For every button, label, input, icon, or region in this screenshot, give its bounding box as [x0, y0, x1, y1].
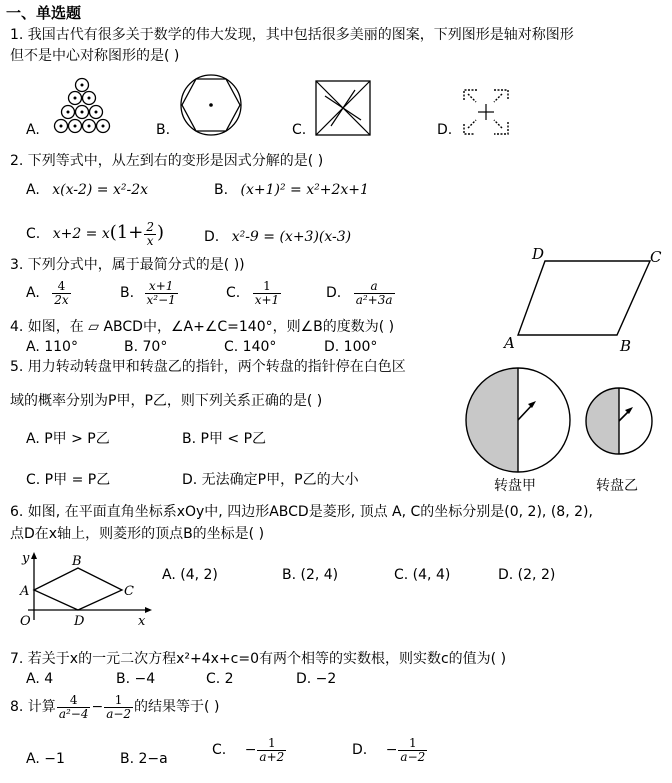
q5-option-a[interactable]: A. P甲 > P乙 — [26, 431, 110, 447]
q6-label-b: B — [72, 554, 82, 569]
q2-option-c[interactable] — [26, 221, 164, 247]
section-title: 一、单选题 — [6, 4, 82, 22]
q1-stem-line1: 1. 我国古代有很多关于数学的伟大发现，其中包括很多美丽的图案，下列图形是轴对称图形 — [10, 27, 574, 43]
q4-option-b[interactable]: B. 70° — [124, 339, 168, 355]
q2-option-d[interactable] — [204, 230, 351, 244]
q1-option-d-figure — [462, 88, 510, 136]
q2-option-c-label: C. — [26, 226, 41, 243]
q6-option-a[interactable]: A. (4, 2) — [162, 567, 218, 583]
q8-option-d-label: D. — [352, 742, 368, 759]
q8-fraction-1: $\frac{4}{\text{a²−4}}$ — [58, 693, 89, 721]
q5-option-c[interactable]: C. P甲 = P乙 — [26, 472, 111, 488]
q6-label-x: x — [138, 614, 146, 629]
q1-option-a-label[interactable]: A. — [26, 122, 40, 138]
q5-stem-line1: 5. 用力转动转盘甲和转盘乙的指针，两个转盘的指针停在白色区 — [10, 359, 406, 375]
q1-option-a-figure — [50, 72, 115, 138]
q7-option-c[interactable]: C. 2 — [206, 671, 234, 687]
q8-option-a[interactable]: A. −1 — [26, 751, 65, 767]
q5-option-d[interactable]: D. 无法确定P甲，P乙的大小 — [182, 472, 359, 488]
q5-option-b[interactable]: B. P甲 < P乙 — [182, 431, 267, 447]
q2-option-c-lhs: x+2 = x — [52, 226, 110, 243]
q5-spinners-figure — [464, 366, 670, 496]
q6-label-d: D — [74, 614, 85, 629]
q2-option-a-expr: x(x-2) = x²-2x — [52, 182, 149, 198]
q4-label-b: B — [620, 337, 632, 355]
q2-option-a[interactable] — [26, 183, 148, 197]
q1-option-c-figure — [315, 80, 371, 136]
q8-option-d[interactable] — [352, 737, 428, 763]
q2-option-d-label: D. — [204, 229, 220, 245]
q8-option-c-sign: − — [244, 742, 257, 759]
q2-option-b-expr: (x+1)² = x²+2x+1 — [240, 182, 369, 198]
q7-stem: 7. 若关于x的一元二次方程x²+4x+c=0有两个相等的实数根，则实数c的值为( ) — [10, 651, 507, 667]
q3-option-b-fraction: $\frac{x+1}{\text{x²−1}}$ — [146, 279, 176, 307]
q8-option-c-fraction: $\frac{1}{a+2}$ — [259, 736, 285, 764]
q4-label-a: A — [504, 334, 515, 352]
q1-option-d-label[interactable]: D. — [437, 122, 453, 138]
q6-rhombus-figure — [14, 550, 154, 630]
q6-label-c: C — [124, 584, 134, 599]
q6-option-b[interactable]: B. (2, 4) — [282, 567, 339, 583]
q1-option-b-label[interactable]: B. — [156, 122, 171, 138]
q3-option-a-fraction: $\frac{4}{2x}$ — [54, 279, 69, 307]
q2-option-d-expr: x²-9 = (x+3)(x-3) — [231, 229, 352, 245]
q3-option-c[interactable] — [226, 280, 282, 306]
q5-spinner-jia-label: 转盘甲 — [494, 478, 536, 494]
q6-label-o: O — [20, 614, 31, 629]
q8-fraction-2: $\frac{1}{a-2}$ — [106, 693, 132, 721]
q8-minus: − — [91, 699, 104, 716]
q3-option-a[interactable] — [26, 280, 72, 306]
q4-parallelogram-figure — [500, 245, 670, 357]
q6-stem-line1: 6. 如图, 在平面直角坐标系xOy中, 四边形ABCD是菱形, 顶点 A, C的坐标分别是(0, 2), (8, 2), — [10, 504, 593, 520]
q2-stem: 2. 下列等式中，从左到右的变形是因式分解的是( ) — [10, 153, 324, 169]
q1-option-c-label[interactable]: C. — [292, 122, 307, 138]
q4-option-c[interactable]: C. 140° — [224, 339, 277, 355]
q6-label-y: y — [22, 551, 30, 566]
q8-option-b[interactable]: B. 2−a — [120, 751, 168, 767]
q3-stem: 3. 下列分式中，属于最简分式的是( )) — [10, 257, 245, 273]
q4-option-a[interactable]: A. 110° — [26, 339, 78, 355]
q2-option-a-label: A. — [26, 182, 40, 198]
q6-option-c[interactable]: C. (4, 4) — [394, 567, 451, 583]
q3-option-c-fraction: $\frac{1}{x+1}$ — [254, 279, 280, 307]
q8-stem — [10, 694, 219, 720]
q8-option-c[interactable] — [212, 737, 287, 763]
q4-option-d[interactable]: D. 100° — [324, 339, 378, 355]
q2-option-b[interactable] — [214, 183, 369, 197]
q2-option-b-label: B. — [214, 182, 229, 198]
q3-option-d-fraction: $\frac{a}{\text{a²+3a}}$ — [355, 279, 393, 307]
q4-stem: 4. 如图，在 ▱ ABCD中，∠A+∠C=140°，则∠B的度数为( ) — [10, 319, 395, 335]
q3-option-c-label: C. — [226, 285, 241, 302]
q8-option-d-sign: − — [385, 742, 398, 759]
q4-label-c: C — [650, 248, 662, 266]
q3-option-b-label: B. — [120, 285, 135, 302]
q4-label-d: D — [532, 245, 545, 263]
q1-stem-line2: 但不是中心对称图形的是( ) — [10, 48, 180, 64]
q8-option-c-label: C. — [212, 742, 227, 759]
q3-option-d[interactable] — [326, 280, 396, 306]
q6-stem-line2: 点D在x轴上，则菱形的顶点B的坐标是( ) — [10, 526, 265, 542]
q3-option-a-label: A. — [26, 285, 40, 302]
q7-option-a[interactable]: A. 4 — [26, 671, 54, 687]
q6-option-d[interactable]: D. (2, 2) — [498, 567, 556, 583]
q5-stem-line2: 域的概率分别为P甲，P乙，则下列关系正确的是( ) — [10, 393, 323, 409]
q2-option-c-fraction: $\frac{2}{x}$ — [146, 220, 154, 248]
q7-option-b[interactable]: B. −4 — [116, 671, 156, 687]
q6-label-a: A — [20, 584, 30, 599]
q7-option-d[interactable]: D. −2 — [296, 671, 337, 687]
q3-option-d-label: D. — [326, 285, 342, 302]
q5-spinner-yi-label: 转盘乙 — [596, 478, 638, 494]
q8-stem-suffix: 的结果等于( ) — [134, 699, 220, 716]
q2-option-c-paren-open: (1+ — [109, 222, 144, 244]
q3-option-b[interactable] — [120, 280, 179, 306]
q1-option-b-figure — [178, 73, 244, 137]
q2-option-c-paren-close: ) — [156, 222, 164, 244]
q8-stem-prefix: 8. 计算 — [10, 699, 56, 716]
q8-option-d-fraction: $\frac{1}{a-2}$ — [400, 736, 426, 764]
